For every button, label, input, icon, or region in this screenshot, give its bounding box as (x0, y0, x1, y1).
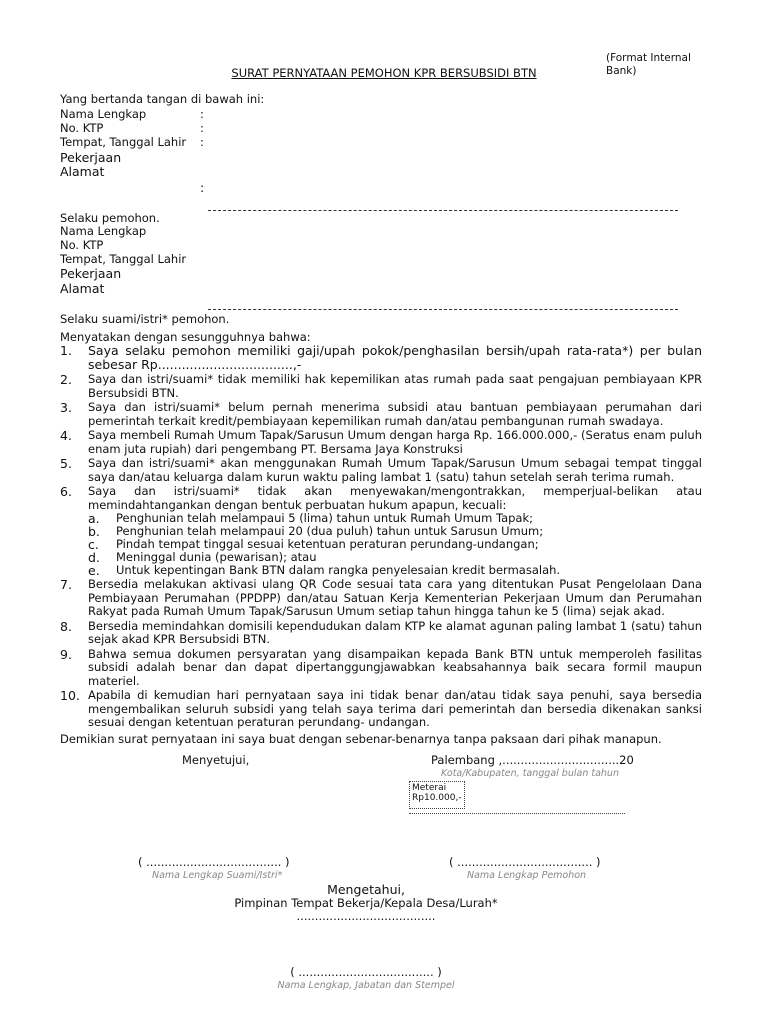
applicant-role-text: Selaku pemohon. (60, 211, 160, 225)
applicant-signature-line (409, 813, 625, 814)
statement-item (60, 457, 702, 484)
statement-item (60, 344, 702, 371)
statement-number: 6. (60, 484, 72, 499)
applicant-birth-label: Tempat, Tanggal Lahir (60, 135, 187, 149)
statement-text: Apabila di kemudian hari pernyataan saya ini tidak benar dan/atau tidak saya penuhi, saya bersedia mengembalikan seluruh subsidi yang telah saya terima dari pemerintah dan bersedia dikenakan sanksi sesuai dengan ketentuan peraturan perundang- undangan. (88, 688, 702, 729)
acknowledge-role: Pimpinan Tempat Bekerja/Kepala Desa/Lurah* (234, 896, 498, 910)
official-signature-caption: Nama Lengkap, Jabatan dan Stempel (277, 980, 455, 991)
exception-text: Penghunian telah melampaui 20 (dua puluh) tahun untuk Sarusun Umum; (116, 524, 544, 538)
statement-number: 9. (60, 646, 72, 662)
statement-text: Bahwa semua dokumen persyaratan yang disampaikan kepada Bank BTN untuk memperoleh fasilitas subsidi adalah benar dan dapat dipertanggungjawabkan keabsahannya baik secara formil maupun materiel. (88, 646, 702, 688)
applicant-job-label: Pekerjaan (60, 150, 122, 165)
spouse-address-label: Alamat (60, 281, 105, 296)
exception-text: Meninggal dunia (pewarisan); atau (116, 550, 317, 564)
acknowledge-label: Mengetahui, (327, 882, 405, 897)
closing-text: Demikian surat pernyataan ini saya buat dengan sebenar-benarnya tanpa paksaan dari pihak manapun. (60, 732, 662, 746)
statement-text: Saya dan istri/suami* belum pernah menerima subsidi atau bantuan pembiayaan perumahan dari pemerintah terkait kredit/pembiayaan kepemilikan rumah dan/atau pembangunan rumah swadaya. (88, 400, 702, 428)
intro-text: Yang bertanda tangan di bawah ini: (60, 92, 265, 106)
applicant-ktp-colon: : (200, 121, 204, 135)
approve-label: Menyetujui, (182, 753, 250, 767)
exception-list (88, 512, 702, 577)
statement-number: 2. (60, 372, 72, 387)
statement-item (60, 429, 702, 456)
revenue-stamp-box (409, 781, 465, 809)
statement-text: Saya dan istri/suami* akan menggunakan Rumah Umum Tapak/Sarusun Umum sebagai tempat tinggal saya dan/atau keluarga dalam kurun waktu paling lambat 1 (satu) tahun setelah serah terima rumah. (88, 456, 702, 484)
statement-text: Bersedia memindahkan domisili kependudukan dalam KTP ke alamat agunan paling lambat 1 (satu) tahun sejak akad KPR Bersubsidi BTN. (88, 618, 702, 646)
document-title: SURAT PERNYATAAN PEMOHON KPR BERSUBSIDI BTN (231, 66, 537, 80)
applicant-address-label: Alamat (60, 164, 105, 179)
statement-item (60, 689, 702, 730)
applicant-birth-colon: : (200, 135, 204, 149)
spouse-signature-placeholder: ( ..................................... ) (138, 855, 290, 869)
applicant-name-colon: : (200, 107, 204, 121)
place-date-caption: Kota/Kabupaten, tanggal bulan tahun (441, 768, 619, 779)
spouse-address-dotted-line (208, 309, 678, 310)
revenue-stamp-text: Meterai Rp10.000,- (412, 783, 462, 803)
exception-text: Pindah tempat tinggal sesuai ketentuan peraturan perundang-undangan; (116, 537, 539, 551)
spouse-name-label: Nama Lengkap (60, 224, 147, 238)
statement-number: 5. (60, 456, 72, 471)
applicant-signature-caption: Nama Lengkap Pemohon (467, 870, 587, 881)
spouse-role-text: Selaku suami/istri* pemohon. (60, 312, 230, 326)
applicant-address-dotted-line (208, 210, 678, 211)
statement-number: 8. (60, 618, 72, 634)
statement-item (60, 648, 702, 689)
exception-letter: d. (88, 550, 100, 565)
spouse-signature-caption: Nama Lengkap Suami/Istri* (152, 870, 283, 881)
statement-text: Saya dan istri/suami* tidak memiliki hak kepemilikan atas rumah pada saat pengajuan pembiayaan KPR Bersubsidi BTN. (88, 372, 702, 400)
statement-number: 4. (60, 428, 72, 443)
statement-item (60, 373, 702, 400)
applicant-ktp-label: No. KTP (60, 121, 104, 135)
format-note: (Format Internal Bank) (606, 52, 691, 77)
exception-text: Penghunian telah melampaui 5 (lima) tahun untuk Rumah Umum Tapak; (116, 511, 533, 525)
declaration-intro: Menyatakan dengan sesungguhnya bahwa: (60, 330, 311, 344)
official-signature-placeholder: ( ..................................... ) (290, 965, 442, 979)
statement-list (60, 344, 702, 731)
exception-item (88, 564, 702, 577)
exception-letter: c. (88, 537, 99, 552)
applicant-address-colon: : (200, 180, 205, 195)
statement-item (60, 578, 702, 619)
place-date-text: Palembang ,................................20 (431, 753, 634, 767)
statement-number: 10. (60, 688, 80, 703)
statement-text: Saya membeli Rumah Umum Tapak/Sarusun Umum dengan harga Rp. 166.000.000,- (Seratus enam puluh enam juta rupiah) dari pengembang PT. Bersama Jaya Konstruksi (88, 428, 702, 456)
statement-item (60, 485, 702, 577)
acknowledge-dots: ...................................... (296, 909, 436, 923)
spouse-job-label: Pekerjaan (60, 266, 122, 281)
statement-text: Bersedia melakukan aktivasi ulang QR Code sesuai tata cara yang ditentukan Pusat Pengelolaan Dana Pembiayaan Perumahan (PPDPP) dan/atau Satuan Kerja Kementerian Pekerjaan Umum dan Perumahan Rakyat pada Rumah Umum Tapak/Sarusun Umum setiap tahun hingga tahun ke 5 (lima) sejak akad. (88, 577, 702, 618)
applicant-signature-placeholder: ( ..................................... ) (449, 855, 601, 869)
exception-letter: e. (88, 563, 100, 578)
statement-number: 1. (60, 343, 72, 358)
applicant-name-label: Nama Lengkap (60, 107, 147, 121)
statement-number: 7. (60, 577, 72, 592)
exception-text: Untuk kepentingan Bank BTN dalam rangka penyelesaian kredit bermasalah. (116, 563, 561, 577)
statement-item (60, 401, 702, 428)
statement-item (60, 620, 702, 647)
exception-letter: b. (88, 524, 100, 539)
statement-number: 3. (60, 400, 72, 415)
statement-text: Saya dan istri/suami* tidak akan menyewakan/mengontrakkan, memperjual-belikan atau memindahtangankan dengan bentuk perbuatan hukum apapun, kecuali: (88, 484, 702, 512)
spouse-ktp-label: No. KTP (60, 238, 104, 252)
spouse-birth-label: Tempat, Tanggal Lahir (60, 252, 187, 266)
exception-letter: a. (88, 511, 100, 526)
statement-text: Saya selaku pemohon memiliki gaji/upah pokok/penghasilan bersih/upah rata-rata*) per bulan sebesar Rp..................................,- (88, 343, 702, 372)
